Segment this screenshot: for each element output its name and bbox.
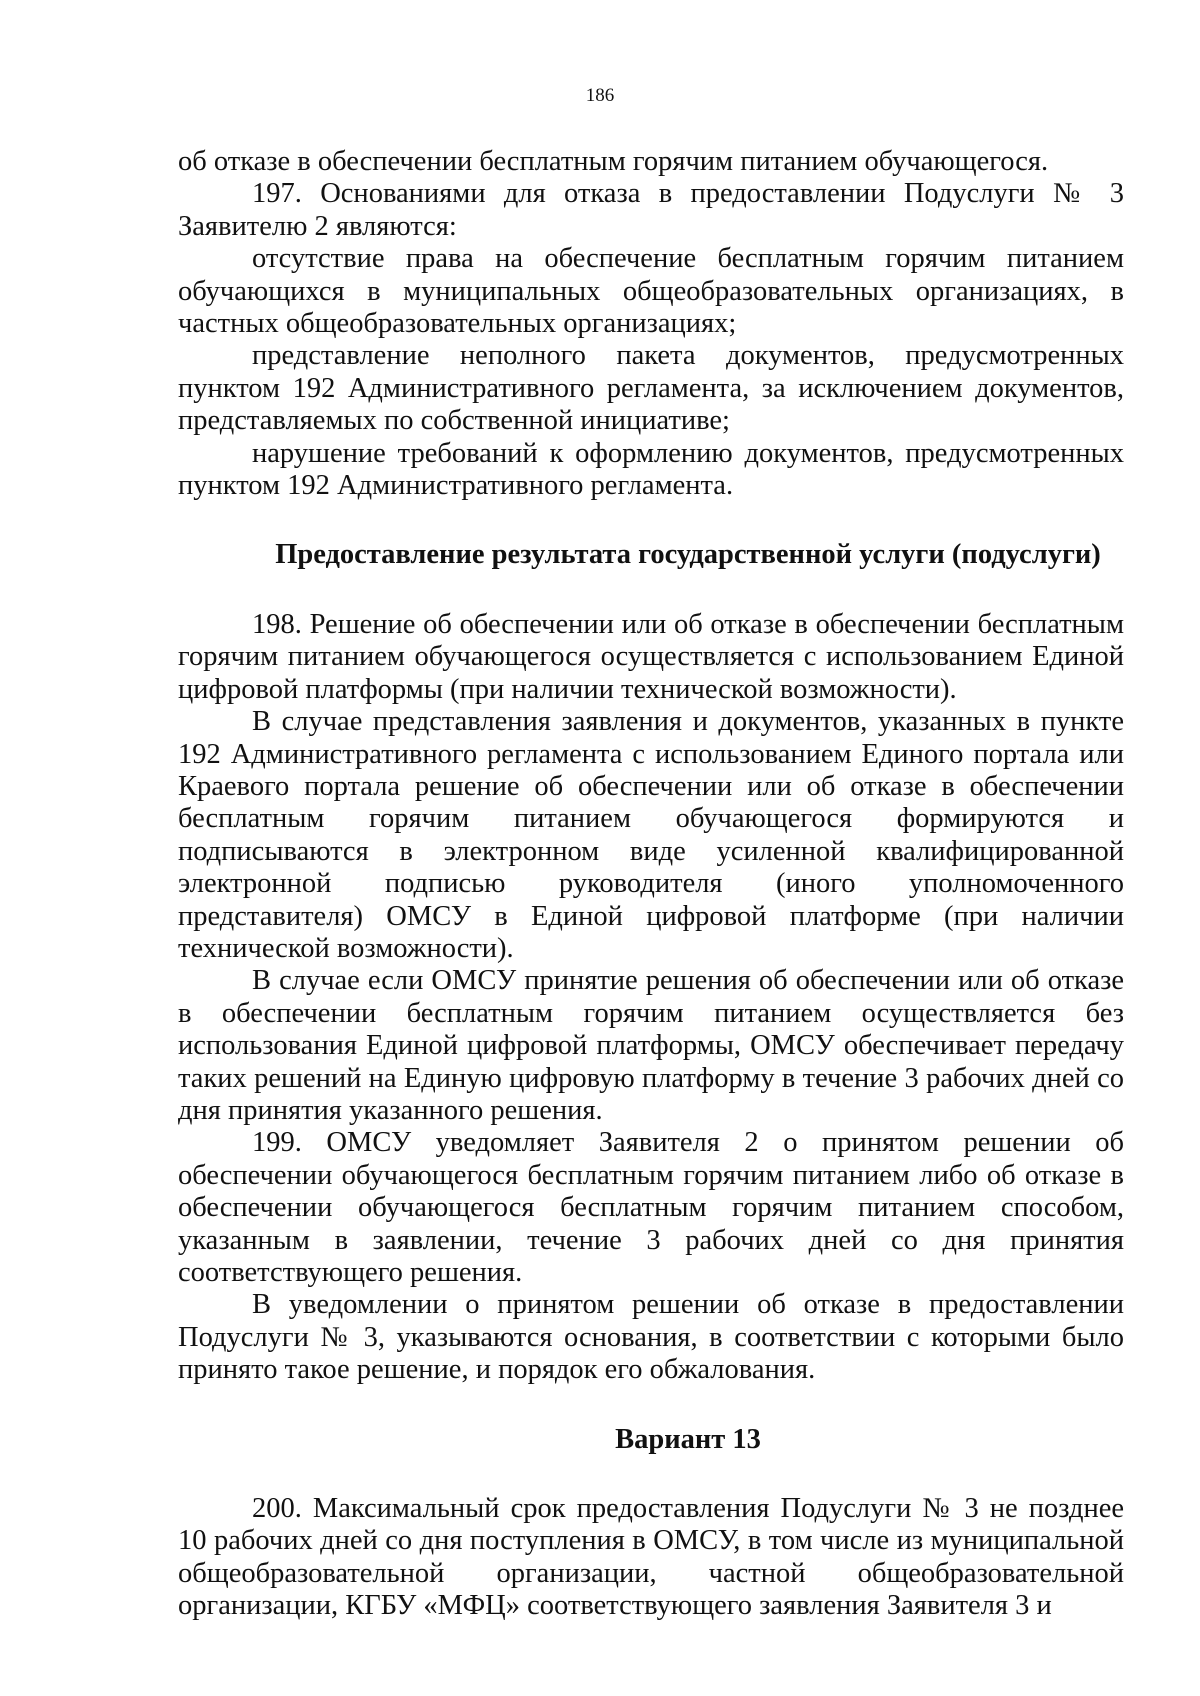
paragraph-incomplete-documents: представление неполного пакета документов, предусмотренных пунктом 192 Административного регламента, за исключением документов, представляемых по собственной инициативе; xyxy=(178,340,1124,437)
spacer xyxy=(178,572,1124,609)
paragraph-198: 198. Решение об обеспечении или об отказе в обеспечении бесплатным горячим питанием обучающегося осуществляется с использованием Единой цифровой платформы (при наличии технической возможности). xyxy=(178,608,1124,705)
section-heading-variant-13: Вариант 13 xyxy=(615,1423,761,1455)
section-heading-result: Предоставление результата государственной услуги (подуслуги) xyxy=(275,539,1101,571)
paragraph-without-platform: В случае если ОМСУ принятие решения об обеспечении или об отказе в обеспечении бесплатным горячим питанием осуществляется без использования Единой цифровой платформы, ОМСУ обеспечивает передачу таких решений на Единую цифровую платформу в течение 3 рабочих дней со дня принятия указанного решения. xyxy=(178,965,1124,1126)
paragraph-electronic-case: В случае представления заявления и документов, указанных в пункте 192 Административного регламента с использованием Единого портала или Краевого портала решение об обеспечении или об отказе в обеспечении бесплатным горячим питанием обучающегося формируются и подписываются в электронном виде усиленной квалифицированной электронной подписью руководителя (иного уполномоченного представителя) ОМСУ в Единой цифровой платформе (при наличии технической возможности). xyxy=(178,706,1124,964)
document-body xyxy=(178,146,1124,1623)
paragraph-197: 197. Основаниями для отказа в предоставлении Подуслуги № 3 Заявителю 2 являются: xyxy=(178,178,1124,242)
spacer xyxy=(178,1387,1124,1424)
page-number: 186 xyxy=(585,85,615,106)
paragraph-199: 199. ОМСУ уведомляет Заявителя 2 о принятом решении об обеспечении обучающегося бесплатным горячим питанием либо об отказе в обеспечении обучающегося бесплатным горячим питанием способом, указанным в заявлении, течение 3 рабочих дней со дня принятия соответствующего решения. xyxy=(178,1127,1124,1288)
paragraph-200: 200. Максимальный срок предоставления Подуслуги № 3 не позднее 10 рабочих дней со дня поступления в ОМСУ, в том числе из муниципальной общеобразовательной организации, частной общеобразовательной организации, КГБУ «МФЦ» соответствующего заявления Заявителя 3 и xyxy=(178,1493,1124,1622)
paragraph-fragment: об отказе в обеспечении бесплатным горячим питанием обучающегося. xyxy=(178,146,1049,177)
paragraph-no-right: отсутствие права на обеспечение бесплатным горячим питанием обучающихся в муниципальных общеобразовательных организациях, в частных общеобразовательных организациях; xyxy=(178,243,1124,340)
paragraph-notification: В уведомлении о принятом решении об отказе в предоставлении Подуслуги № 3, указываются основания, в соответствии с которыми было принято такое решение, и порядок его обжалования. xyxy=(178,1289,1124,1386)
paragraph-formatting-violation: нарушение требований к оформлению документов, предусмотренных пунктом 192 Административного регламента. xyxy=(178,437,1124,502)
spacer xyxy=(178,1456,1124,1493)
spacer xyxy=(178,502,1124,539)
